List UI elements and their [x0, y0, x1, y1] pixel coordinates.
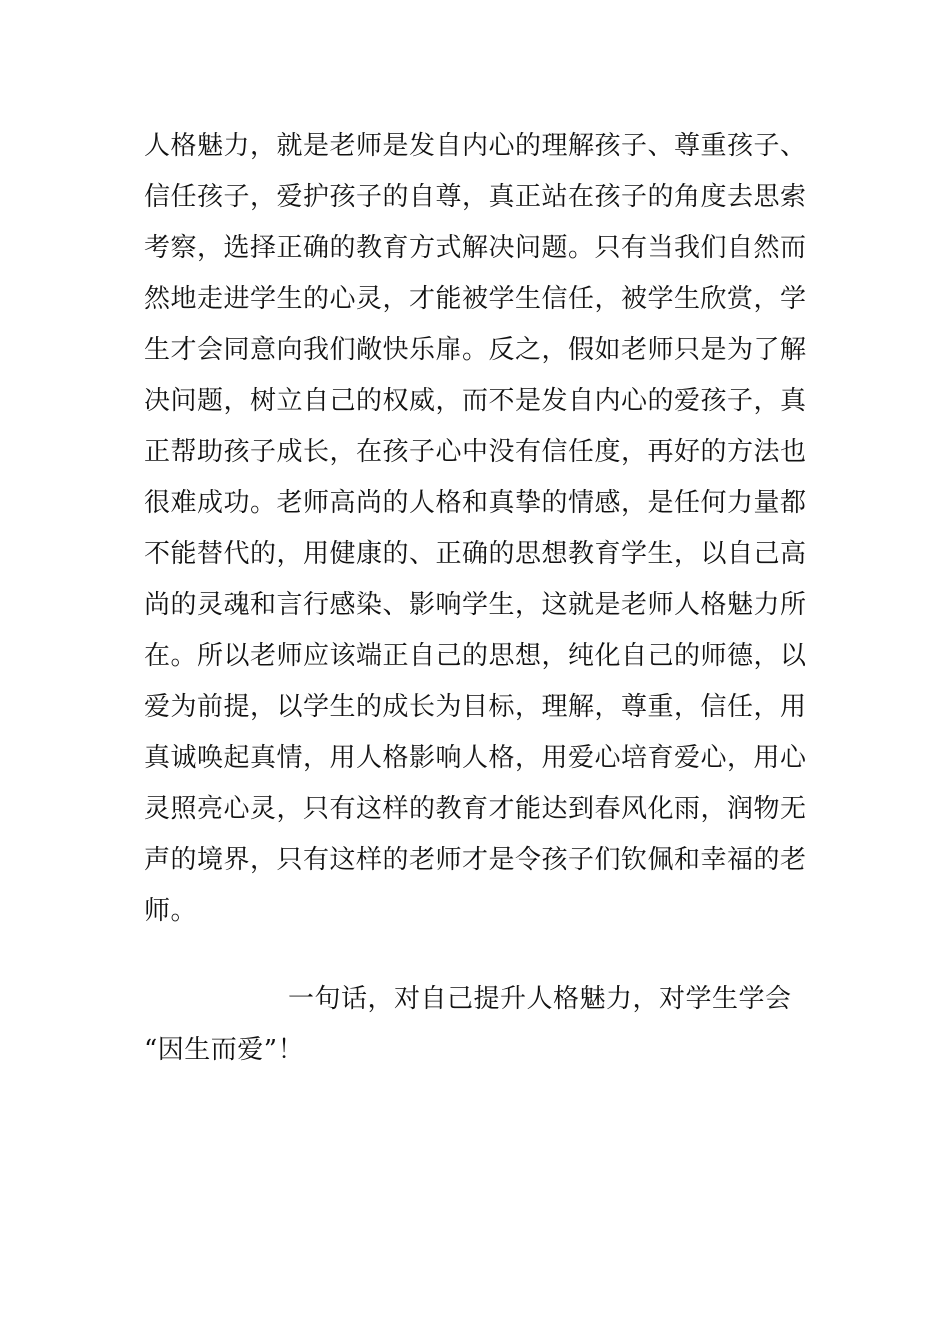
body-paragraph — [144, 121, 824, 937]
text-line: 正帮助孩子成长，在孩子心中没有信任度，再好的方法也 — [144, 437, 807, 467]
text-line: 决问题，树立自己的权威，而不是发自内心的爱孩子，真 — [144, 386, 807, 416]
text-line: 尚的灵魂和言行感染、影响学生，这就是老师人格魅力所 — [144, 590, 807, 620]
text-line: 信任孩子，爱护孩子的自尊，真正站在孩子的角度去思索 — [144, 182, 807, 212]
text-line: 爱为前提，以学生的成长为目标，理解，尊重，信任，用 — [144, 692, 807, 722]
closing-paragraph — [144, 974, 824, 1076]
text-line: 人格魅力，就是老师是发自内心的理解孩子、尊重孩子、 — [144, 131, 807, 161]
closing-line: 一句话，对自己提升人格魅力，对学生学会 — [288, 984, 792, 1014]
text-line: 生才会同意向我们敞快乐扉。反之，假如老师只是为了解 — [144, 335, 807, 365]
text-line: 灵照亮心灵，只有这样的教育才能达到春风化雨，润物无 — [144, 794, 807, 824]
text-line: 很难成功。老师高尚的人格和真挚的情感，是任何力量都 — [144, 488, 807, 518]
text-line: 师。 — [144, 896, 198, 926]
text-line: 在。所以老师应该端正自己的思想，纯化自己的师德，以 — [144, 641, 807, 671]
text-line: 考察，选择正确的教育方式解决问题。只有当我们自然而 — [144, 233, 807, 263]
text-line: 声的境界，只有这样的老师才是令孩子们钦佩和幸福的老 — [144, 845, 807, 875]
text-line: 然地走进学生的心灵，才能被学生信任，被学生欣赏，学 — [144, 284, 807, 314]
closing-line: “因生而爱”！ — [144, 1035, 305, 1065]
text-line: 不能替代的，用健康的、正确的思想教育学生，以自己高 — [144, 539, 807, 569]
text-line: 真诚唤起真情，用人格影响人格，用爱心培育爱心，用心 — [144, 743, 807, 773]
